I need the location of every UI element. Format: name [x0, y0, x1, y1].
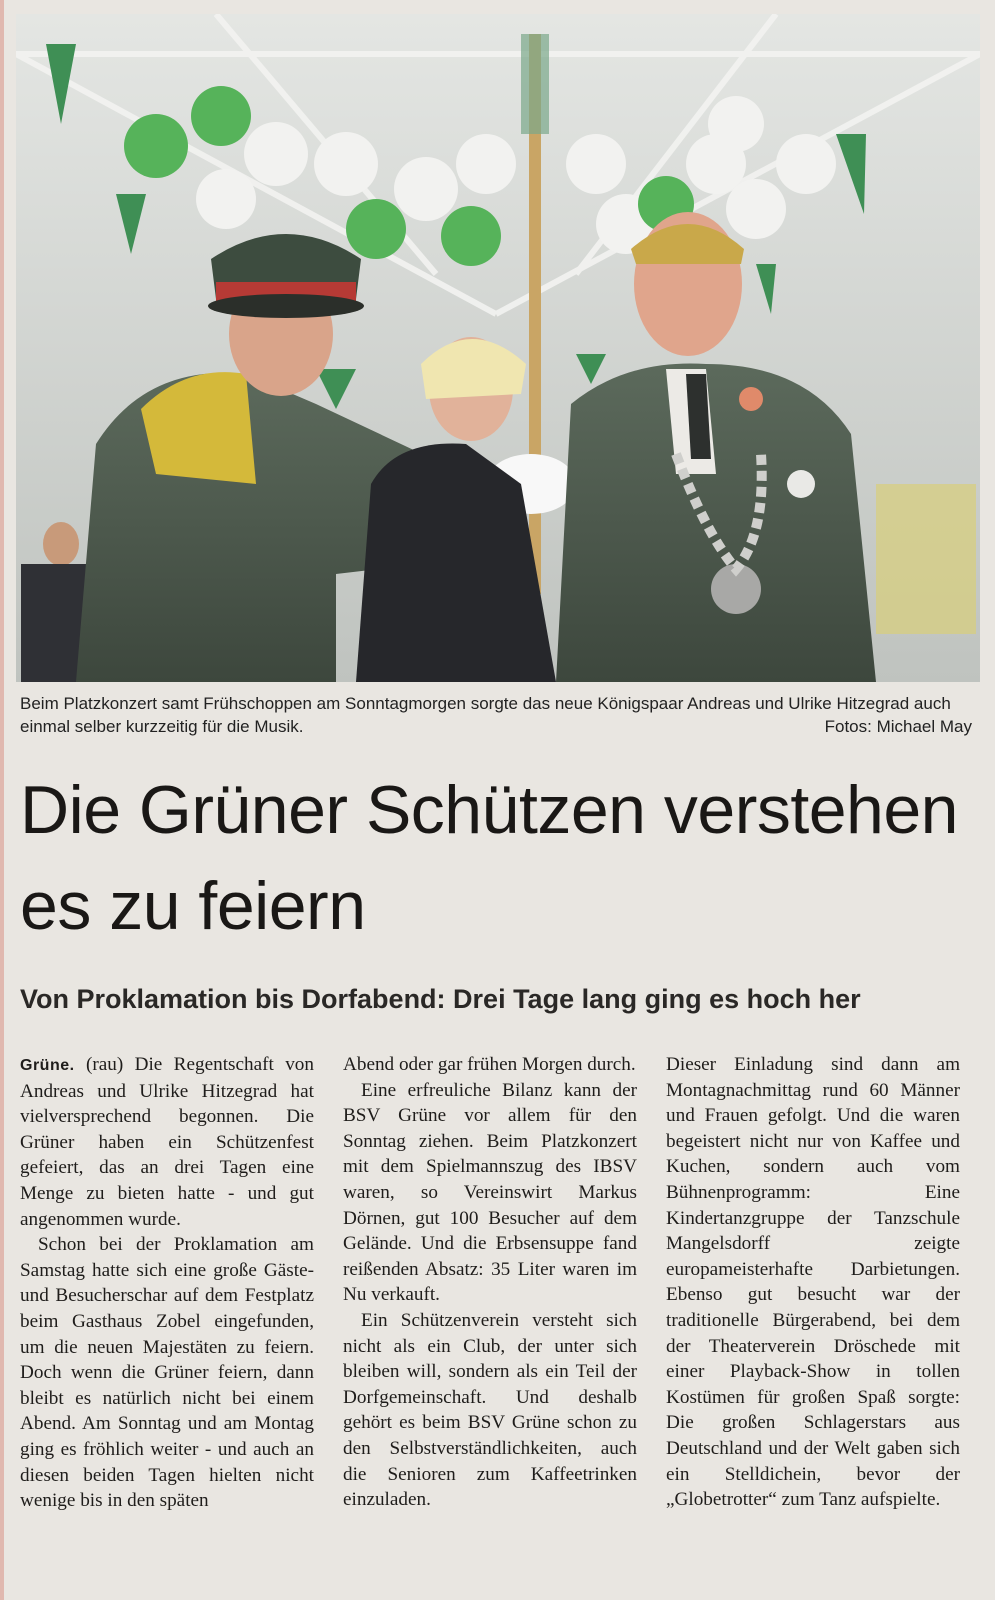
- page-edge: [0, 0, 4, 1600]
- dateline: Grüne.: [20, 1057, 75, 1074]
- paragraph: Abend oder gar frühen Morgen durch.: [343, 1054, 636, 1075]
- paragraph: Eine erfreuliche Bilanz kann der BSV Grüne vor allem für den Sonntag ziehen. Beim Platzkonzert mit dem Spielmannszug des IBSV waren, so Vereinswirt Markus Dörnen, gut 100 Besucher auf dem Gelände. Und die Erbsensuppe fand reißenden Absatz: 35 Liter waren im Nu verkauft.: [343, 1079, 637, 1306]
- paragraph: Grüne. (rau) Die Regentschaft von Andreas und Ulrike Hitzegrad hat vielversprechend begonnen. Die Grüner haben ein Schützenfest gefeiert, das an drei Tagen eine Menge zu bieten hatte - und gut angenommen wurde.: [20, 1054, 314, 1230]
- column-2: [343, 1052, 637, 1592]
- paragraph: Ein Schützenverein versteht sich nicht als ein Club, der unter sich bleiben will, sondern als ein Teil der Dorfgemeinschaft. Und deshalb gehört es beim BSV Grüne schon zu den Selbstverständlichkeiten, auch die Senioren zum Kaffeetrinken einzuladen.: [343, 1309, 637, 1511]
- photo-caption: [20, 692, 976, 738]
- paragraph: Dieser Einladung sind dann am Montagnachmittag rund 60 Männer und Frauen gefolgt. Und die waren begeistert nicht nur von Kaffee und Kuchen, sondern auch vom Bühnenprogramm: Eine Kindertanzgruppe der Tanzschule Mangelsdorff zeigte europameisterhafte Darbietungen. Ebenso gut besucht war der traditionelle Bürgerabend, bei dem der Theaterverein Dröschede mit einer Playback-Show in tollen Kostümen für großen Spaß sorgte: Die großen Schlagerstars aus Deutschland und der Welt gaben sich ein Stelldichein, bevor der „Globetrotter“ zum Tanz aufspielte.: [666, 1054, 960, 1511]
- headline: Die Grüner Schützen verstehen es zu feiern: [20, 772, 958, 944]
- column-3: [666, 1052, 960, 1592]
- paragraph: Schon bei der Proklamation am Samstag hatte sich eine große Gäste- und Besucherschar auf dem Festplatz beim Gasthaus Zobel eingefunden, um die neuen Majestäten zu feiern. Doch wenn die Grüner feiern, dann bleibt es natürlich nicht bei einem Abend. Am Sonntag und am Montag ging es fröhlich weiter - und auch an diesen beiden Tagen hielten nicht wenige bis in den späten: [20, 1234, 314, 1512]
- article-body: [20, 1052, 976, 1592]
- caption-text: Beim Platzkonzert samt Frühschoppen am Sonntagmorgen sorgte das neue Königspaar Andreas und Ulrike Hitzegrad auch einmal selber kurzzeitig für die Musik.: [20, 694, 951, 736]
- photo-credit: Fotos: Michael May: [824, 717, 972, 736]
- news-photo: [16, 14, 980, 682]
- column-1: [20, 1052, 314, 1592]
- subheadline: Von Proklamation bis Dorfabend: Drei Tage lang ging es hoch her: [20, 984, 861, 1014]
- photo-icon: [16, 14, 980, 682]
